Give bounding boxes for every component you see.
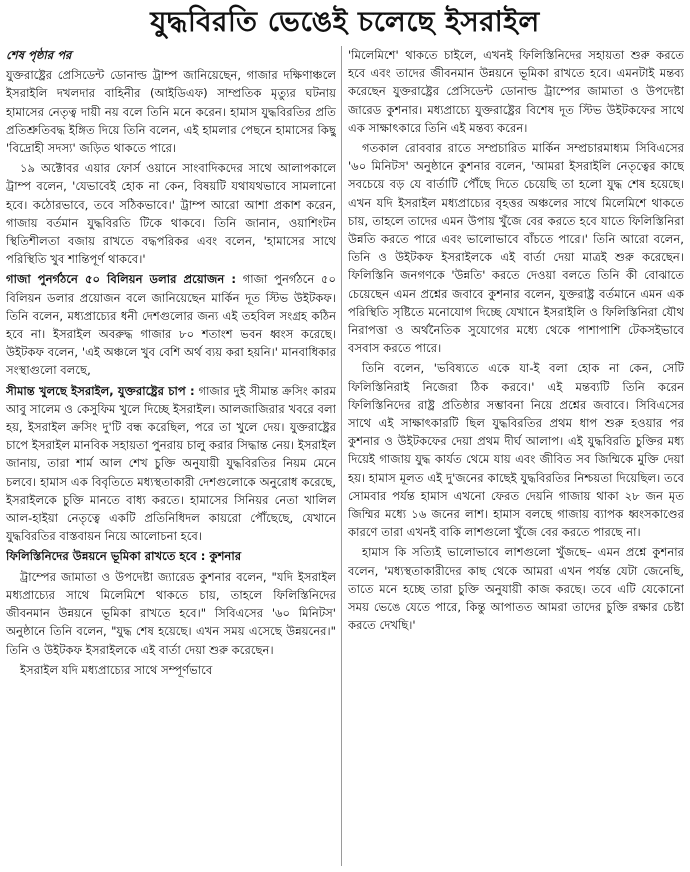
paragraph: ১৯ অক্টোবর এয়ার ফোর্স ওয়ানে সাংবাদিকদের সাথে আলাপকালে ট্রাম্প বলেন, 'যেভাবেই হোক না কেন, বিষয়টি যথাযথভাবে সামলানো হবে। কঠোরভাবে, তবে সঠিকভাবে।' ট্রাম্প আরো আশা প্রকাশ করেন, গাজায় বর্তমান যুদ্ধবিরতি টিকে থাকবে। তিনি জানান, ওয়াশিংটন স্থিতিশীলতা বজায় রাখতে বদ্ধপরিকর এবং বলেন, 'হামাসের সাথে পরিস্থিতি খুব শান্তিপূর্ণ থাকবে।' — [6, 161, 336, 267]
paragraph: ট্রাম্পের জামাতা ও উপদেষ্টা জ্যারেড কুশনার বলেন, "যদি ইসরাইল মধ্যপ্রাচ্যের সাথে মিলেমিশে থাকতে চায়, তাহলে ফিলিস্তিনিদের জীবনমান উন্নয়নে ভূমিকা রাখতে হবে।" সিবিএসের '৬০ মিনিটস' অনুষ্ঠানে তিনি বলেন, "যুদ্ধ শেষ হয়েছে। এখন সময় এসেছে উন্নয়নের।" তিনি ও উইটকফ ইসরাইলকে এই বার্তা দেয়া শুরু করেছেন। — [6, 569, 336, 657]
paragraph-body: গাজার দুই সীমান্ত ক্রসিং কারম আবু সালেম ও কেসুফিম খুলে দিচ্ছে ইসরাইল। আলজাজিরার খবরে বলা হয়, ইসরাইল ক্রসিং দু'টি বন্ধ করেছিল, পরে তা খুলে দেয়। যুক্তরাষ্ট্রের চাপে ইসরাইল মানবিক সহায়তা পুনরায় চালু করার সিদ্ধান্ত নেয়। ইসরাইল জানায়, তারা শার্ম আল শেখ চুক্তি অনুযায়ী যুদ্ধবিরতির নিয়ম মেনে চলবে। হামাস এক বিবৃতিতে মধ্যস্থতাকারী দেশগুলোকে অনুরোধ করেছে, ইসরাইলকে চুক্তি মানতে বাধ্য করতে। হামাসের সিনিয়র নেতা খালিল আল-হাইয়া নেতৃত্বে একটি প্রতিনিধিদল কায়রো পৌঁছেছে, যেখানে যুদ্ধবিরতির বাস্তবায়ন নিয়ে আলোচনা হবে। — [6, 383, 336, 544]
paragraph: 'মিলেমিশে' থাকতে চাইলে, এখনই ফিলিস্তিনিদের সহায়তা শুরু করতে হবে এবং তাদের জীবনমান উন্নয়নে ভূমিকা রাখতে হবে। এমনটাই মন্তব্য করেছেন যুক্তরাষ্ট্রের প্রেসিডেন্ট ডোনাল্ড ট্রাম্পের জামাতা ও উপদেষ্টা জারেড কুশনার। মধ্যপ্রাচ্যে যুক্তরাষ্ট্রের বিশেষ দূত স্টিভ উইটকফের সাথে এক সাক্ষাৎকারে তিনি এই মন্তব্য করেন। — [348, 48, 684, 135]
right-column — [348, 46, 684, 868]
headline: যুদ্ধবিরতি ভেঙেই চলেছে ইসরাইল — [150, 5, 540, 38]
section-subhead: ফিলিস্তিনিদের উন্নয়নে ভূমিকা রাখতে হবে : কুশনার — [6, 549, 242, 564]
paragraph: যুক্তরাষ্ট্রের প্রেসিডেন্ট ডোনাল্ড ট্রাম্প জানিয়েছেন, গাজার দক্ষিণাঞ্চলে ইসরাইলি দখলদার বাহিনীর (আইডিএফ) সাম্প্রতিক মৃত্যুর ঘটনায় হামাসের নেতৃত্ব দায়ী নয় বলে তিনি মনে করেন। হামাস যুদ্ধবিরতির প্রতি প্রতিশ্রুতিবদ্ধ ইঙ্গিত দিয়ে তিনি বলেন, এই হামলার পেছনে হামাসের কিছু 'বিদ্রোহী সদস্য' জড়িত থাকতে পারে। — [6, 68, 336, 156]
paragraph: ইসরাইল যদি মধ্যপ্রাচ্যের সাথে সম্পূর্ণভাবে — [20, 662, 213, 677]
paragraph: গতকাল রোববার রাতে সম্প্রচারিত মার্কিন সম্প্রচারমাধ্যম সিবিএসের '৬০ মিনিটস' অনুষ্ঠানে কুশনার বলেন, 'আমরা ইসরাইলি নেতৃত্বের কাছে সবচেয়ে বড় যে বার্তাটি পৌঁছে দিতে চেয়েছি তা হলো যুদ্ধ শেষ হয়েছে। এখন যদি ইসরাইল মধ্যপ্রাচ্যের বৃহত্তর অঞ্চলের সাথে মিলেমিশে থাকতে চায়, তাহলে তাদের এমন উপায় খুঁজে বের করতে হবে যাতে ফিলিস্তিনিরা উন্নতি করতে পারে এবং ভালোভাবে বাঁচতে পারে।' তিনি আরো বলেন, তিনি ও উইটকফ ইসরাইলকে এই বার্তা দেয়া মাত্রই শুরু করেছেন। ফিলিস্তিনি জনগণকে 'উন্নতি' করতে দেওয়া বলতে তিনি কী বোঝাতে চেয়েছেন এমন প্রশ্নের জবাবে কুশনার বলেন, যুক্তরাষ্ট্র বর্তমানে এমন এক পরিস্থিতি সৃষ্টিতে মনোযোগ দিচ্ছে যেখানে ইসরাইলি ও ফিলিস্তিনিরা যৌথ নিরাপত্তা ও অর্থনৈতিক সুযোগের মধ্যে থেকে পাশাপাশি টেকসইভাবে বসবাস করতে পারে। — [348, 141, 684, 356]
paragraph-body: গাজা পুনর্গঠনে ৫০ বিলিয়ন ডলার প্রয়োজন বলে জানিয়েছেন মার্কিন দূত স্টিভ উইটকফ। তিনি বলেন, মধ্যপ্রাচ্যের ধনী দেশগুলোর জন্য এই তহবিল সংগ্রহ কঠিন হবে না। ইসরাইল অবরুদ্ধ গাজার ৮০ শতাংশ ভবন ধ্বংস করেছে। উইটকফ বলেন, 'এই অঞ্চলে খুব বেশি অর্থ ব্যয় করা হয়নি।' মানবাধিকার সংস্থাগুলো বলছে, — [6, 272, 336, 378]
left-column — [6, 46, 336, 868]
continued-from-kicker: শেষ পৃষ্ঠার পর — [6, 48, 72, 62]
paragraph-lead: গাজা পুনর্গঠনে ৫০ বিলিয়ন ডলার প্রয়োজন : — [6, 272, 236, 287]
paragraph — [6, 382, 336, 546]
paragraph: তিনি বলেন, 'ভবিষ্যতে একে যা-ই বলা হোক না কেন, সেটি ফিলিস্তিনিরাই নিজেরা ঠিক করবে।' এই মন্তব্যটি তিনি করেন ফিলিস্তিনিদের রাষ্ট্র প্রতিষ্ঠার সম্ভাবনা নিয়ে প্রশ্নের জবাবে। সিবিএসের সাথে এই সাক্ষাৎকারটি ছিল যুদ্ধবিরতির প্রথম ধাপ শুরু হওয়ার পর কুশনার ও উইটকফের দেয়া প্রথম দীর্ঘ আলাপ। এই যুদ্ধবিরতি চুক্তির মধ্য দিয়েই গাজায় যুদ্ধ কার্যত থেমে যায় এবং জীবিত সব জিম্মিকে মুক্তি দেয়া হয়। হামাস মূলত এই দু'জনের কাছেই যুদ্ধবিরতির নিশ্চয়তা দিয়েছিল। তবে সোমবার পর্যন্ত হামাস এখনো ফেরত দেয়নি গাজায় থাকা ২৮ জন মৃত জিম্মির মধ্যে ১৬ জনের লাশ। হামাস বলছে গাজায় ব্যাপক ধ্বংসকাণ্ডের কারণে তারা এখনই বাকি লাশগুলো খুঁজে বের করতে পারছে না। — [348, 361, 684, 540]
paragraph: হামাস কি সত্যিই ভালোভাবে লাশগুলো খুঁজছে– এমন প্রশ্নে কুশনার বলেন, 'মধ্যস্থতাকারীদের কাছ থেকে আমরা এখন পর্যন্ত যেটা জেনেছি, তাতে মনে হচ্ছে তারা চুক্তি অনুযায়ী কাজ করছে। তবে এটি যেকোনো সময় ভেঙে যেতে পারে, কিন্তু আপাতত আমরা তাদের চুক্তি রক্ষার চেষ্টা করতে দেখছি।' — [348, 545, 684, 633]
column-divider — [341, 46, 342, 866]
paragraph — [6, 270, 336, 379]
paragraph-lead: সীমান্ত খুলছে ইসরাইল, যুক্তরাষ্ট্রের চাপ : — [6, 383, 195, 398]
